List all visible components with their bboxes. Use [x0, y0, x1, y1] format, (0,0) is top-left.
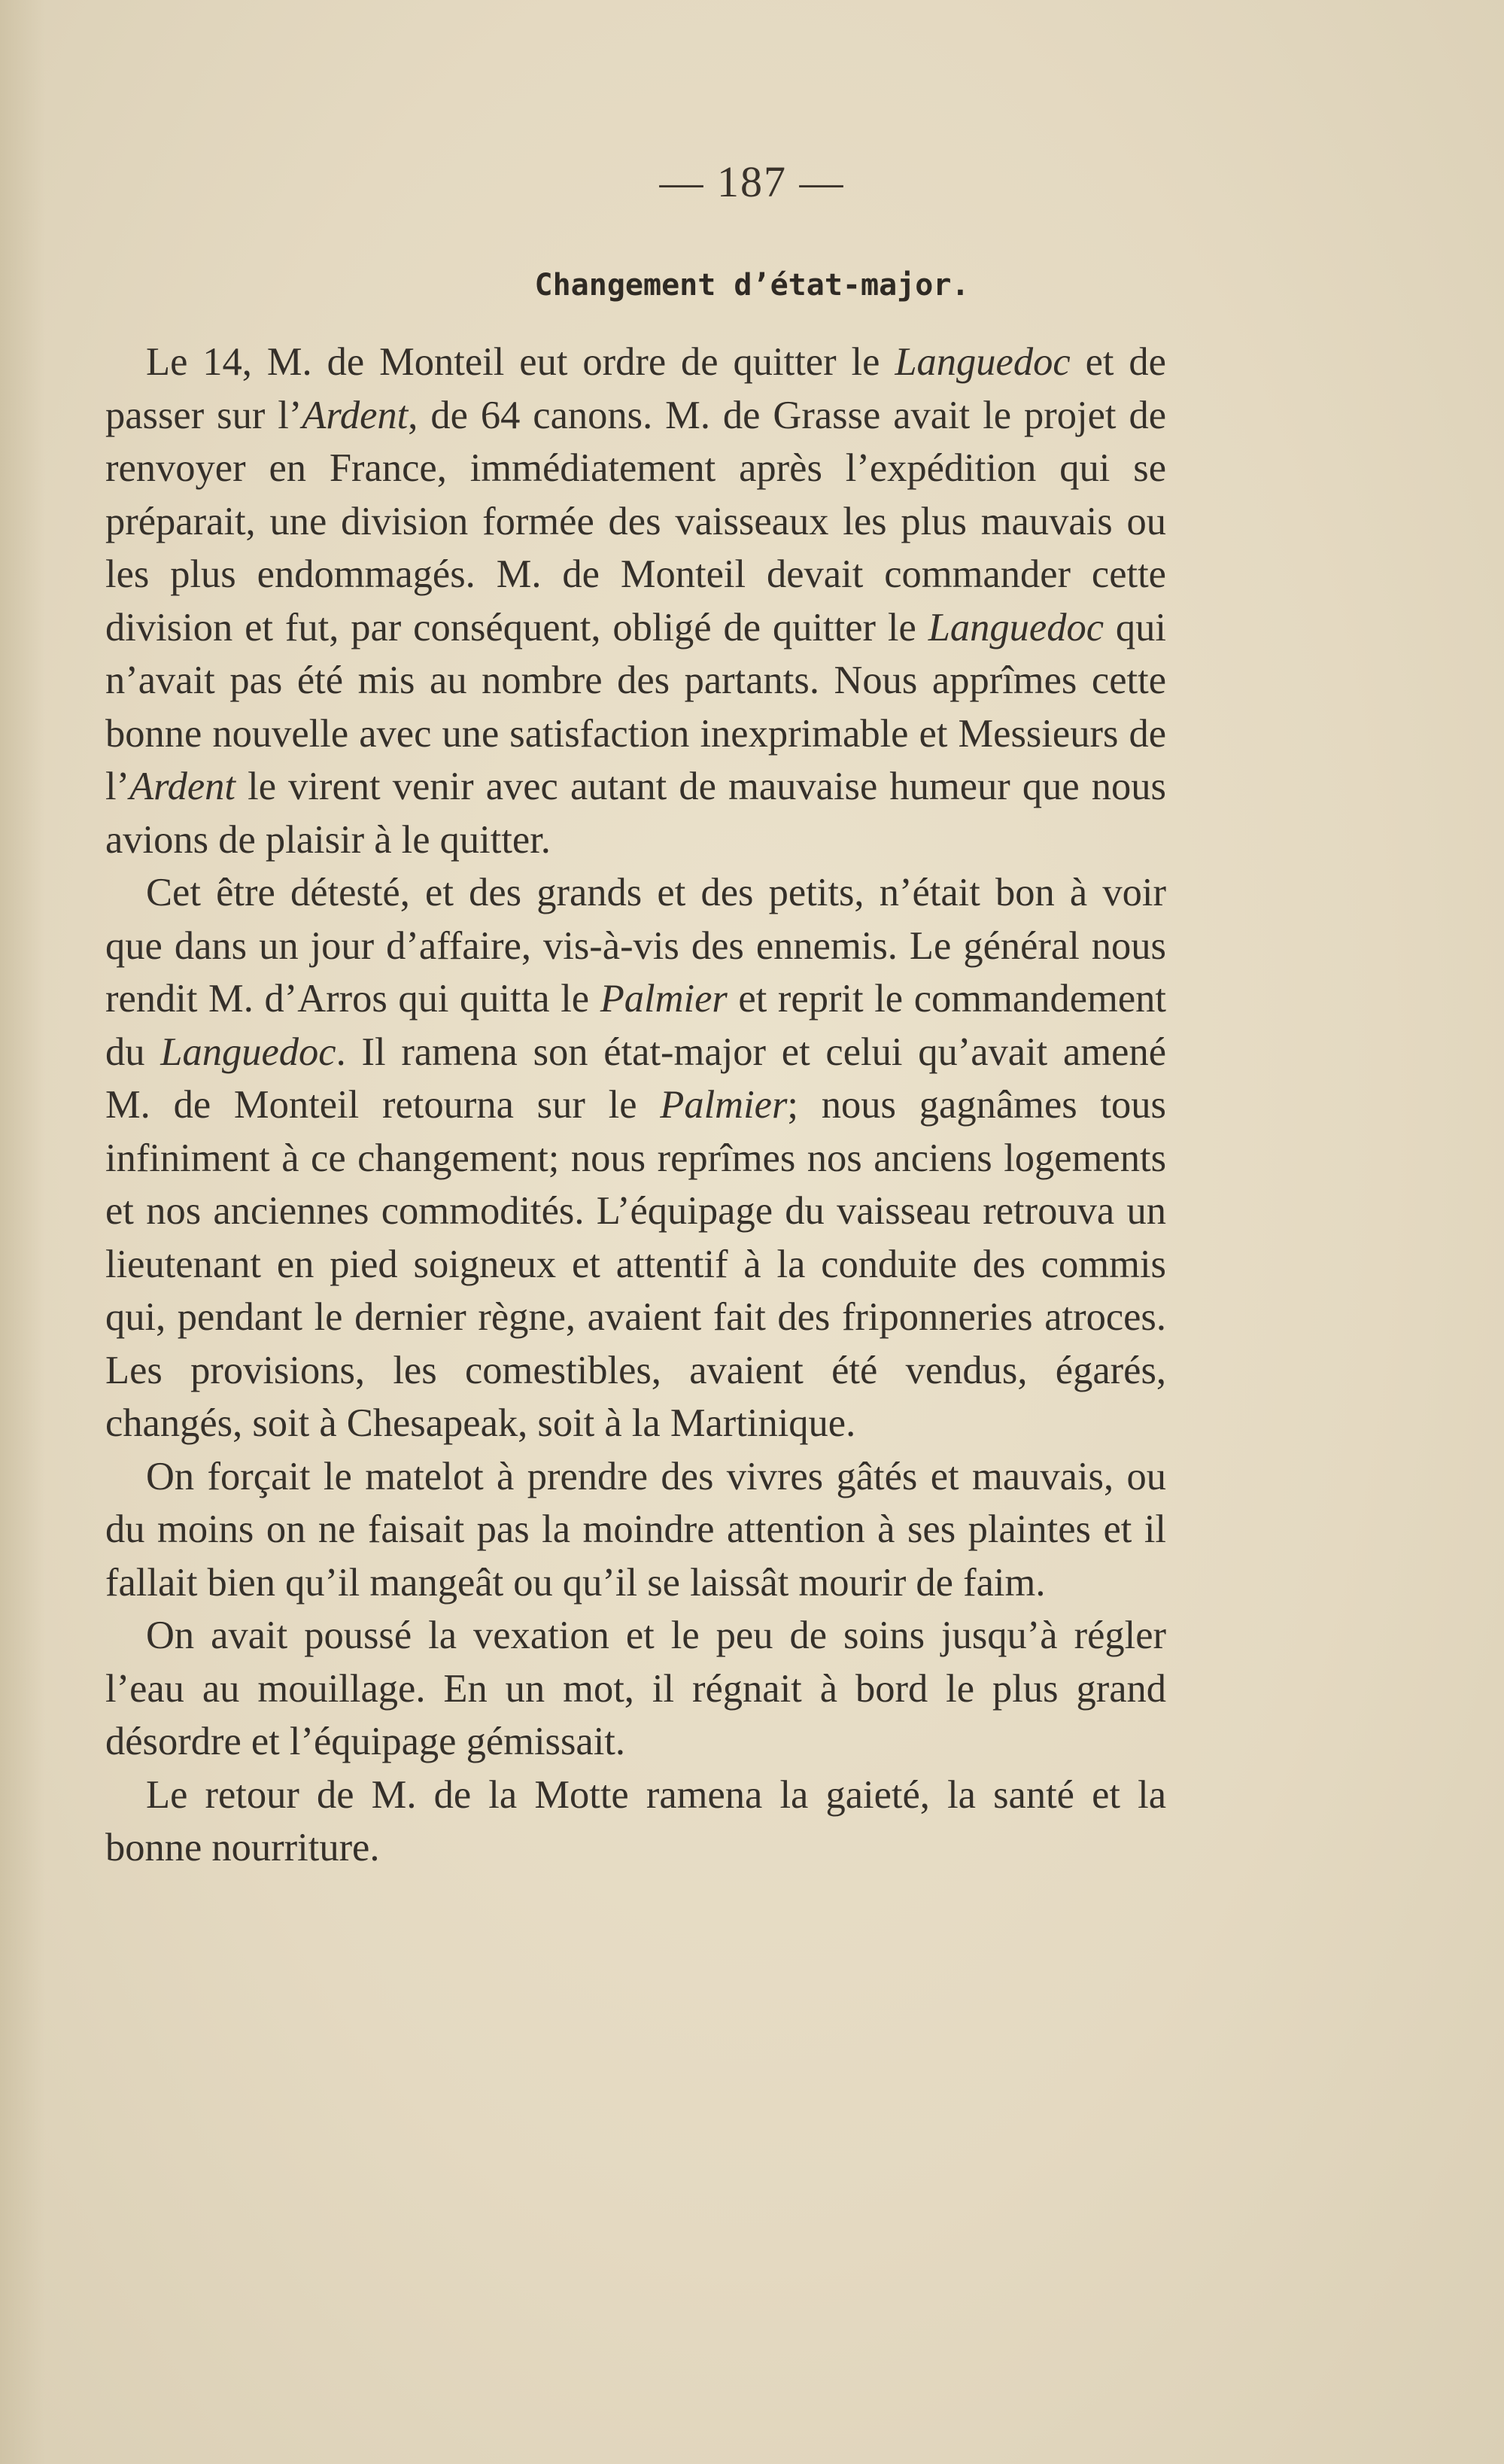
text-run: Le retour de M. de la Motte ramena la gaieté, la santé et la bonne nourriture. [105, 1772, 1166, 1869]
ship-name: Ardent [302, 393, 409, 437]
text-run: On forçait le matelot à prendre des vivres gâtés et mauvais, ou du moins on ne faisait pas la moindre attention à ses plaintes et il fallait bien qu’il mangeât ou qu’il se laissât mourir de faim. [105, 1454, 1166, 1605]
paragraph-1 [105, 336, 1166, 866]
text-run: le virent venir avec autant de mauvaise humeur que nous avions de plaisir à le quitter. [105, 765, 1166, 862]
text-run: On avait poussé la vexation et le peu de soins jusqu’à régler l’eau au mouillage. En un mot, il régnait à bord le plus grand désordre et l’équipage gémissait. [105, 1614, 1166, 1763]
ship-name: Languedoc [160, 1030, 336, 1074]
body-text [105, 336, 1166, 1875]
text-run: et reprit le commandement du [105, 977, 1166, 1074]
ship-name: Languedoc [928, 605, 1104, 649]
paragraph-4 [105, 1609, 1166, 1769]
text-run: ; nous gagnâmes tous infiniment à ce changement; nous reprîmes nos anciens logements et nos anciennes commodités. L’équipage du vaisseau retrouva un lieutenant en pied soigneux et attentif à la conduite des commis qui, pendant le dernier règne, avaient fait des friponneries atroces. Les provisions, les comestibles, avaient été vendus, égarés, changés, soit à Chesapeak, soit à la Martinique. [105, 1083, 1166, 1445]
text-run: Le 14, M. de Monteil eut ordre de quitter le [146, 340, 895, 384]
text-run: , de 64 canons. M. de Grasse avait le projet de renvoyer en France, immédiatement après l’expédition qui se préparait, une division formée des vaisseaux les plus mauvais ou les plus endommagés. M. de Monteil devait commander cette division et fut, par conséquent, obligé de quitter le [105, 393, 1166, 649]
section-heading: Changement d’état-major. [534, 268, 970, 303]
ship-name: Palmier [600, 977, 728, 1021]
text-run: et de passer sur l’ [105, 340, 1166, 437]
ship-name: Ardent [129, 765, 236, 808]
paragraph-5 [105, 1769, 1166, 1875]
paragraph-2 [105, 866, 1166, 1450]
text-run: . Il ramena son état-major et celui qu’avait amené M. de Monteil retourna sur le [105, 1030, 1167, 1127]
ship-name: Languedoc [895, 340, 1071, 384]
page-edge-shadow [0, 0, 45, 2464]
ship-name: Palmier [660, 1083, 788, 1127]
text-run: Cet être détesté, et des grands et des petits, n’était bon à voir que dans un jour d’affaire, vis-à-vis des ennemis. Le général nous rendit M. d’Arros qui quitta le [105, 871, 1166, 1021]
text-run: qui n’avait pas été mis au nombre des partants. Nous apprîmes cette bonne nouvelle avec une satisfaction inexprimable et Messieurs de l’ [105, 605, 1166, 808]
paragraph-3 [105, 1450, 1166, 1610]
page-number: — 187 — [659, 157, 845, 206]
